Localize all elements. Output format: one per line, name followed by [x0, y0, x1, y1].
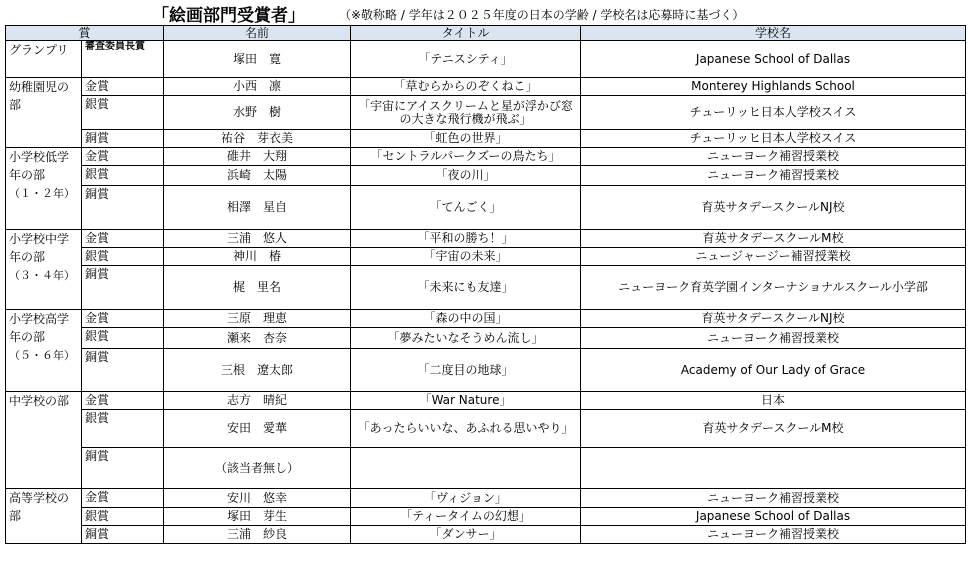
title-cell: 「森の中の国」	[351, 310, 581, 328]
division-kinder: 幼稚園児の部	[6, 78, 82, 148]
prize-cell: 金賞	[82, 148, 164, 166]
prize-cell: 銀賞	[82, 328, 164, 349]
prize-cell: 銀賞	[82, 166, 164, 186]
title-cell: 「てんごく」	[351, 186, 581, 230]
page-title: 「絵画部門受賞者」	[152, 6, 305, 26]
table-row	[6, 392, 966, 410]
division-grades: （３・４年）	[9, 269, 75, 282]
school-cell: ニュージャージー補習授業校	[581, 248, 966, 266]
division-high-school: 高等学校の部	[6, 489, 82, 544]
prize-cell: 金賞	[82, 78, 164, 96]
prize-cell: 銀賞	[82, 508, 164, 526]
name-cell: 三根 遼太郎	[164, 349, 351, 392]
school-cell: 育英サタデースクールNJ校	[581, 310, 966, 328]
title-cell	[351, 448, 581, 489]
school-cell: ニューヨーク補習授業校	[581, 328, 966, 349]
prize-cell: 金賞	[82, 489, 164, 508]
prize-cell: 銅賞	[82, 349, 164, 392]
name-cell: 安川 悠幸	[164, 489, 351, 508]
school-cell: チューリッヒ日本人学校スイス	[581, 96, 966, 130]
title-cell: 「夜の川」	[351, 166, 581, 186]
table-row	[6, 96, 966, 130]
title-text: 「あったらいいな、あふれる思いやり」	[357, 421, 574, 435]
awards-table	[5, 25, 966, 544]
prize-cell: 金賞	[82, 392, 164, 410]
name-cell: 小西 凛	[164, 78, 351, 96]
name-cell: 三浦 悠人	[164, 230, 351, 248]
school-cell: ニューヨーク補習授業校	[581, 148, 966, 166]
column-header-name: 名前	[164, 26, 351, 41]
school-cell: ニューヨーク補習授業校	[581, 489, 966, 508]
name-cell: 相澤 星自	[164, 186, 351, 230]
division-label: 小学校中学年の部	[9, 232, 70, 264]
school-cell: Japanese School of Dallas	[581, 508, 966, 526]
title-cell: 「宇宙にアイスクリームと星が浮かび窓の大きな飛行機が飛ぶ」	[351, 96, 581, 130]
table-row	[6, 448, 966, 489]
school-cell: ニューヨーク育英学園インターナショナルスクール小学部	[581, 266, 966, 310]
name-cell: 瀬来 杏奈	[164, 328, 351, 349]
title-cell: 「ヴィジョン」	[351, 489, 581, 508]
column-header-title: タイトル	[351, 26, 581, 41]
title-cell	[351, 410, 581, 448]
school-cell: 日本	[581, 392, 966, 410]
title-cell: 「宇宙の未来」	[351, 248, 581, 266]
table-row	[6, 410, 966, 448]
name-cell: 祐谷 芽衣美	[164, 130, 351, 148]
name-cell: 水野 樹	[164, 96, 351, 130]
division-label: 小学校低学年の部	[9, 150, 70, 182]
title-cell: 「未来にも友達」	[351, 266, 581, 310]
division-elementary-upper	[6, 310, 82, 392]
school-cell: チューリッヒ日本人学校スイス	[581, 130, 966, 148]
prize-cell: 銀賞	[82, 410, 164, 448]
prize-cell: 銅賞	[82, 526, 164, 544]
column-header-school: 学校名	[581, 26, 966, 41]
name-cell: 三原 理恵	[164, 310, 351, 328]
division-grades: （５・６年）	[9, 349, 75, 362]
title-cell: 「虹色の世界」	[351, 130, 581, 148]
prize-cell: 銅賞	[82, 448, 164, 489]
table-row	[6, 166, 966, 186]
prize-cell: 銀賞	[82, 96, 164, 130]
table-row	[6, 310, 966, 328]
title-cell: 「テニスシティ」	[351, 41, 581, 78]
table-row	[6, 508, 966, 526]
table-row	[6, 248, 966, 266]
prize-cell: 金賞	[82, 310, 164, 328]
division-grades: （１・２年）	[9, 187, 75, 200]
prize-cell: 銅賞	[82, 186, 164, 230]
division-elementary-middle	[6, 230, 82, 310]
table-row	[6, 526, 966, 544]
table-header-row	[6, 26, 966, 41]
table-row	[6, 266, 966, 310]
title-cell: 「夢みたいなそうめん流し」	[351, 328, 581, 349]
table-row	[6, 230, 966, 248]
school-cell: Japanese School of Dallas	[581, 41, 966, 78]
table-row	[6, 148, 966, 166]
name-cell: 塚田 寛	[164, 41, 351, 78]
division-grand: グランプリ	[6, 41, 82, 78]
name-cell: 梶 里名	[164, 266, 351, 310]
name-cell: 塚田 芽生	[164, 508, 351, 526]
name-cell: 神川 椿	[164, 248, 351, 266]
division-label: 小学校高学年の部	[9, 312, 70, 344]
division-elementary-lower	[6, 148, 82, 230]
prize-cell: 銀賞	[82, 248, 164, 266]
title-cell: 「ティータイムの幻想」	[351, 508, 581, 526]
school-cell: Monterey Highlands School	[581, 78, 966, 96]
table-row	[6, 186, 966, 230]
table-row	[6, 489, 966, 508]
title-cell: 「平和の勝ち！」	[351, 230, 581, 248]
name-cell: 三浦 紗良	[164, 526, 351, 544]
title-cell: 「二度目の地球」	[351, 349, 581, 392]
prize-cell: 銅賞	[82, 130, 164, 148]
table-row	[6, 41, 966, 78]
page-note: （※敬称略 / 学年は２０２５年度の日本の学齢 / 学校名は応募時に基づく）	[339, 8, 745, 22]
title-cell: 「セントラルパークズーの鳥たち」	[351, 148, 581, 166]
prize-cell: 金賞	[82, 230, 164, 248]
school-cell: Academy of Our Lady of Grace	[581, 349, 966, 392]
school-cell: ニューヨーク補習授業校	[581, 166, 966, 186]
school-cell: 育英サタデースクールM校	[581, 410, 966, 448]
name-cell: 碓井 大翔	[164, 148, 351, 166]
table-row	[6, 78, 966, 96]
title-cell: 「ダンサー」	[351, 526, 581, 544]
school-cell: 育英サタデースクールNJ校	[581, 186, 966, 230]
school-cell: ニューヨーク補習授業校	[581, 526, 966, 544]
title-line	[0, 2, 968, 24]
name-cell: 浜崎 太陽	[164, 166, 351, 186]
table-row	[6, 349, 966, 392]
name-cell: （該当者無し）	[164, 448, 351, 489]
name-cell: 安田 愛華	[164, 410, 351, 448]
school-cell: 育英サタデースクールM校	[581, 230, 966, 248]
table-row	[6, 328, 966, 349]
division-junior-high: 中学校の部	[6, 392, 82, 489]
prize-cell: 審査委員長賞	[82, 41, 164, 78]
school-cell	[581, 448, 966, 489]
title-cell: 「草むらからのぞくねこ」	[351, 78, 581, 96]
name-cell: 志方 晴紀	[164, 392, 351, 410]
table-row	[6, 130, 966, 148]
column-header-prize: 賞	[6, 26, 164, 41]
prize-cell: 銅賞	[82, 266, 164, 310]
title-cell: 「War Nature」	[351, 392, 581, 410]
